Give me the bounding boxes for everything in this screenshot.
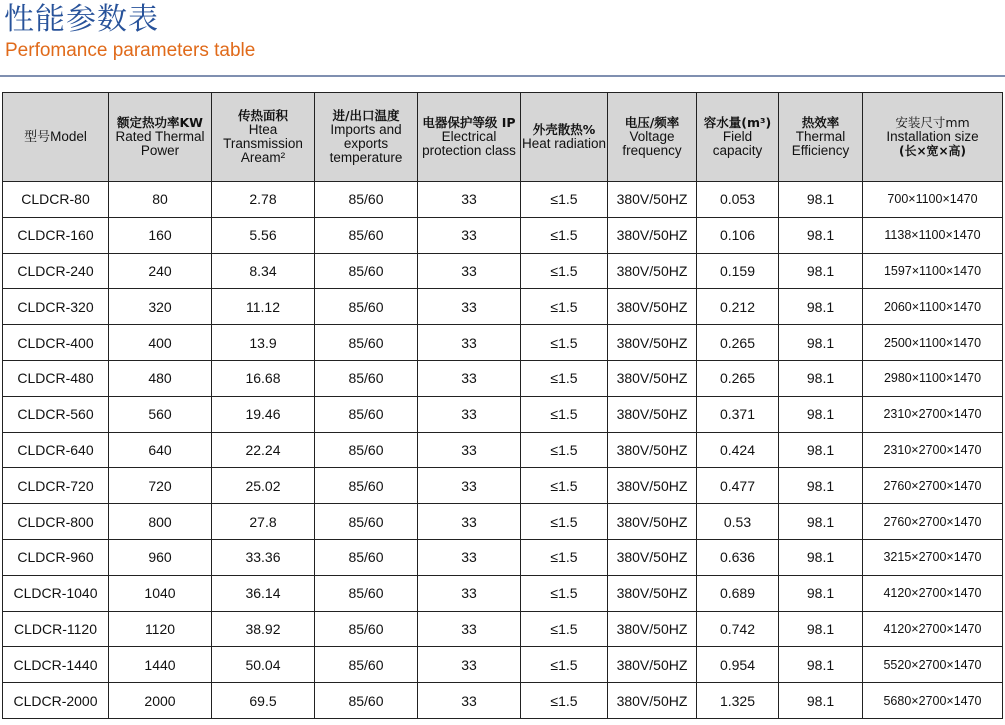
cell-rated-power: 160 <box>109 217 212 253</box>
header-transmission-area-en: Htea Transmission Aream² <box>223 122 303 165</box>
cell-voltage: 380V/50HZ <box>608 611 697 647</box>
header-installation-size-dims: (长×宽×高) <box>898 144 967 158</box>
cell-installation-size: 2310×2700×1470 <box>863 432 1003 468</box>
cell-model: CLDCR-1120 <box>3 611 109 647</box>
cell-transmission-area: 50.04 <box>212 647 315 683</box>
cell-protection-class: 33 <box>418 683 521 719</box>
cell-protection-class: 33 <box>418 289 521 325</box>
cell-rated-power: 1040 <box>109 575 212 611</box>
cell-efficiency: 98.1 <box>779 182 863 218</box>
cell-capacity: 0.742 <box>697 611 779 647</box>
header-efficiency <box>779 93 863 182</box>
cell-installation-size: 1138×1100×1470 <box>863 217 1003 253</box>
header-protection-class-zh: 电器保护等级 IP <box>422 115 516 130</box>
cell-temperature: 85/60 <box>315 432 418 468</box>
cell-heat-radiation: ≤1.5 <box>521 182 608 218</box>
cell-protection-class: 33 <box>418 325 521 361</box>
cell-model: CLDCR-560 <box>3 396 109 432</box>
cell-temperature: 85/60 <box>315 468 418 504</box>
header-efficiency-zh: 热效率 <box>801 115 840 130</box>
cell-heat-radiation: ≤1.5 <box>521 360 608 396</box>
table-row <box>3 182 1003 218</box>
cell-protection-class: 33 <box>418 182 521 218</box>
cell-heat-radiation: ≤1.5 <box>521 611 608 647</box>
cell-protection-class: 33 <box>418 611 521 647</box>
cell-voltage: 380V/50HZ <box>608 575 697 611</box>
cell-capacity: 0.265 <box>697 360 779 396</box>
cell-model: CLDCR-960 <box>3 539 109 575</box>
cell-protection-class: 33 <box>418 575 521 611</box>
cell-transmission-area: 38.92 <box>212 611 315 647</box>
cell-capacity: 0.212 <box>697 289 779 325</box>
cell-model: CLDCR-1040 <box>3 575 109 611</box>
cell-rated-power: 240 <box>109 253 212 289</box>
cell-temperature: 85/60 <box>315 396 418 432</box>
cell-installation-size: 2060×1100×1470 <box>863 289 1003 325</box>
cell-model: CLDCR-720 <box>3 468 109 504</box>
header-heat-radiation-zh: 外壳散热% <box>532 122 596 137</box>
cell-installation-size: 2980×1100×1470 <box>863 360 1003 396</box>
cell-model: CLDCR-240 <box>3 253 109 289</box>
cell-protection-class: 33 <box>418 539 521 575</box>
header-protection-class <box>418 93 521 182</box>
cell-transmission-area: 5.56 <box>212 217 315 253</box>
cell-voltage: 380V/50HZ <box>608 289 697 325</box>
cell-model: CLDCR-640 <box>3 432 109 468</box>
cell-voltage: 380V/50HZ <box>608 647 697 683</box>
cell-installation-size: 5520×2700×1470 <box>863 647 1003 683</box>
cell-heat-radiation: ≤1.5 <box>521 432 608 468</box>
header-capacity-zh: 容水量(m³) <box>703 115 772 130</box>
cell-protection-class: 33 <box>418 217 521 253</box>
cell-temperature: 85/60 <box>315 325 418 361</box>
cell-efficiency: 98.1 <box>779 360 863 396</box>
cell-capacity: 0.159 <box>697 253 779 289</box>
header-installation-size-en: Installation size <box>886 129 979 144</box>
table-row <box>3 611 1003 647</box>
table-row <box>3 504 1003 540</box>
table-row <box>3 539 1003 575</box>
header-rated-power <box>109 93 212 182</box>
cell-model: CLDCR-480 <box>3 360 109 396</box>
cell-installation-size: 2760×2700×1470 <box>863 504 1003 540</box>
cell-temperature: 85/60 <box>315 182 418 218</box>
header-capacity <box>697 93 779 182</box>
cell-capacity: 0.477 <box>697 468 779 504</box>
cell-rated-power: 720 <box>109 468 212 504</box>
header-protection-class-en: Electrical protection class <box>422 129 516 158</box>
table-row <box>3 683 1003 719</box>
table-row <box>3 253 1003 289</box>
cell-temperature: 85/60 <box>315 611 418 647</box>
cell-efficiency: 98.1 <box>779 325 863 361</box>
cell-transmission-area: 2.78 <box>212 182 315 218</box>
cell-heat-radiation: ≤1.5 <box>521 647 608 683</box>
cell-heat-radiation: ≤1.5 <box>521 396 608 432</box>
header-temperature-zh: 进/出口温度 <box>332 108 400 123</box>
cell-temperature: 85/60 <box>315 253 418 289</box>
cell-heat-radiation: ≤1.5 <box>521 504 608 540</box>
cell-temperature: 85/60 <box>315 504 418 540</box>
cell-efficiency: 98.1 <box>779 289 863 325</box>
header-efficiency-en: Thermal Efficiency <box>791 129 850 158</box>
cell-protection-class: 33 <box>418 504 521 540</box>
cell-rated-power: 640 <box>109 432 212 468</box>
cell-efficiency: 98.1 <box>779 683 863 719</box>
table-row <box>3 217 1003 253</box>
page-title-chinese: 性能参数表 <box>4 2 159 37</box>
cell-efficiency: 98.1 <box>779 504 863 540</box>
cell-protection-class: 33 <box>418 468 521 504</box>
cell-installation-size: 5680×2700×1470 <box>863 683 1003 719</box>
cell-efficiency: 98.1 <box>779 575 863 611</box>
table-row <box>3 325 1003 361</box>
cell-model: CLDCR-1440 <box>3 647 109 683</box>
cell-model: CLDCR-400 <box>3 325 109 361</box>
cell-efficiency: 98.1 <box>779 253 863 289</box>
cell-transmission-area: 33.36 <box>212 539 315 575</box>
header-heat-radiation <box>521 93 608 182</box>
cell-model: CLDCR-800 <box>3 504 109 540</box>
cell-capacity: 0.265 <box>697 325 779 361</box>
cell-heat-radiation: ≤1.5 <box>521 468 608 504</box>
cell-efficiency: 98.1 <box>779 432 863 468</box>
cell-heat-radiation: ≤1.5 <box>521 325 608 361</box>
table-row <box>3 396 1003 432</box>
cell-rated-power: 80 <box>109 182 212 218</box>
cell-transmission-area: 8.34 <box>212 253 315 289</box>
cell-efficiency: 98.1 <box>779 539 863 575</box>
title-divider <box>0 75 1005 77</box>
cell-rated-power: 800 <box>109 504 212 540</box>
cell-capacity: 0.689 <box>697 575 779 611</box>
cell-rated-power: 560 <box>109 396 212 432</box>
cell-transmission-area: 25.02 <box>212 468 315 504</box>
cell-installation-size: 700×1100×1470 <box>863 182 1003 218</box>
cell-protection-class: 33 <box>418 360 521 396</box>
cell-model: CLDCR-2000 <box>3 683 109 719</box>
header-model-zh: 型号 <box>24 129 51 145</box>
cell-voltage: 380V/50HZ <box>608 504 697 540</box>
cell-installation-size: 1597×1100×1470 <box>863 253 1003 289</box>
cell-capacity: 0.53 <box>697 504 779 540</box>
header-model <box>3 93 109 182</box>
header-installation-size-zh: 安装尺寸mm <box>895 115 970 130</box>
cell-voltage: 380V/50HZ <box>608 468 697 504</box>
table-header-row <box>3 93 1003 182</box>
cell-efficiency: 98.1 <box>779 217 863 253</box>
header-transmission-area-zh: 传热面积 <box>237 108 288 123</box>
cell-protection-class: 33 <box>418 396 521 432</box>
table-row <box>3 432 1003 468</box>
header-voltage-en: Voltage frequency <box>622 129 682 158</box>
cell-capacity: 0.424 <box>697 432 779 468</box>
cell-voltage: 380V/50HZ <box>608 182 697 218</box>
cell-capacity: 0.954 <box>697 647 779 683</box>
cell-protection-class: 33 <box>418 432 521 468</box>
page-title-english: Perfomance parameters table <box>5 40 256 61</box>
table-row <box>3 647 1003 683</box>
cell-heat-radiation: ≤1.5 <box>521 683 608 719</box>
cell-heat-radiation: ≤1.5 <box>521 289 608 325</box>
header-voltage <box>608 93 697 182</box>
cell-rated-power: 2000 <box>109 683 212 719</box>
table-row <box>3 360 1003 396</box>
cell-capacity: 1.325 <box>697 683 779 719</box>
cell-heat-radiation: ≤1.5 <box>521 575 608 611</box>
cell-capacity: 0.106 <box>697 217 779 253</box>
cell-model: CLDCR-320 <box>3 289 109 325</box>
cell-capacity: 0.371 <box>697 396 779 432</box>
cell-rated-power: 1120 <box>109 611 212 647</box>
cell-temperature: 85/60 <box>315 683 418 719</box>
cell-transmission-area: 27.8 <box>212 504 315 540</box>
cell-rated-power: 960 <box>109 539 212 575</box>
cell-voltage: 380V/50HZ <box>608 539 697 575</box>
cell-installation-size: 2500×1100×1470 <box>863 325 1003 361</box>
cell-voltage: 380V/50HZ <box>608 683 697 719</box>
cell-voltage: 380V/50HZ <box>608 396 697 432</box>
cell-voltage: 380V/50HZ <box>608 432 697 468</box>
table-row <box>3 468 1003 504</box>
cell-voltage: 380V/50HZ <box>608 325 697 361</box>
cell-heat-radiation: ≤1.5 <box>521 253 608 289</box>
cell-rated-power: 1440 <box>109 647 212 683</box>
cell-capacity: 0.636 <box>697 539 779 575</box>
header-model-en: Model <box>50 128 87 144</box>
cell-rated-power: 400 <box>109 325 212 361</box>
cell-transmission-area: 36.14 <box>212 575 315 611</box>
cell-temperature: 85/60 <box>315 539 418 575</box>
header-capacity-en: Field capacity <box>712 129 763 158</box>
cell-installation-size: 2310×2700×1470 <box>863 396 1003 432</box>
cell-efficiency: 98.1 <box>779 396 863 432</box>
header-rated-power-zh: 额定热功率KW <box>117 115 203 130</box>
cell-protection-class: 33 <box>418 647 521 683</box>
cell-efficiency: 98.1 <box>779 611 863 647</box>
cell-capacity: 0.053 <box>697 182 779 218</box>
cell-transmission-area: 69.5 <box>212 683 315 719</box>
cell-transmission-area: 19.46 <box>212 396 315 432</box>
header-heat-radiation-en: Heat radiation <box>521 136 607 151</box>
cell-heat-radiation: ≤1.5 <box>521 217 608 253</box>
header-rated-power-en: Rated Thermal Power <box>115 129 205 158</box>
cell-protection-class: 33 <box>418 253 521 289</box>
cell-temperature: 85/60 <box>315 360 418 396</box>
cell-installation-size: 2760×2700×1470 <box>863 468 1003 504</box>
cell-installation-size: 4120×2700×1470 <box>863 611 1003 647</box>
table-row <box>3 575 1003 611</box>
header-temperature <box>315 93 418 182</box>
cell-temperature: 85/60 <box>315 575 418 611</box>
table-row <box>3 289 1003 325</box>
cell-voltage: 380V/50HZ <box>608 360 697 396</box>
cell-voltage: 380V/50HZ <box>608 217 697 253</box>
cell-temperature: 85/60 <box>315 647 418 683</box>
cell-transmission-area: 22.24 <box>212 432 315 468</box>
cell-installation-size: 4120×2700×1470 <box>863 575 1003 611</box>
header-installation-size <box>863 93 1003 182</box>
cell-transmission-area: 11.12 <box>212 289 315 325</box>
cell-efficiency: 98.1 <box>779 647 863 683</box>
cell-rated-power: 320 <box>109 289 212 325</box>
header-temperature-en: Imports and exports temperature <box>329 122 403 165</box>
cell-transmission-area: 13.9 <box>212 325 315 361</box>
performance-table <box>2 92 1003 719</box>
cell-model: CLDCR-80 <box>3 182 109 218</box>
header-voltage-zh: 电压/频率 <box>624 115 680 130</box>
cell-voltage: 380V/50HZ <box>608 253 697 289</box>
cell-efficiency: 98.1 <box>779 468 863 504</box>
table-body <box>3 182 1003 719</box>
cell-temperature: 85/60 <box>315 217 418 253</box>
cell-installation-size: 3215×2700×1470 <box>863 539 1003 575</box>
cell-heat-radiation: ≤1.5 <box>521 539 608 575</box>
header-transmission-area <box>212 93 315 182</box>
cell-temperature: 85/60 <box>315 289 418 325</box>
cell-transmission-area: 16.68 <box>212 360 315 396</box>
cell-model: CLDCR-160 <box>3 217 109 253</box>
cell-rated-power: 480 <box>109 360 212 396</box>
